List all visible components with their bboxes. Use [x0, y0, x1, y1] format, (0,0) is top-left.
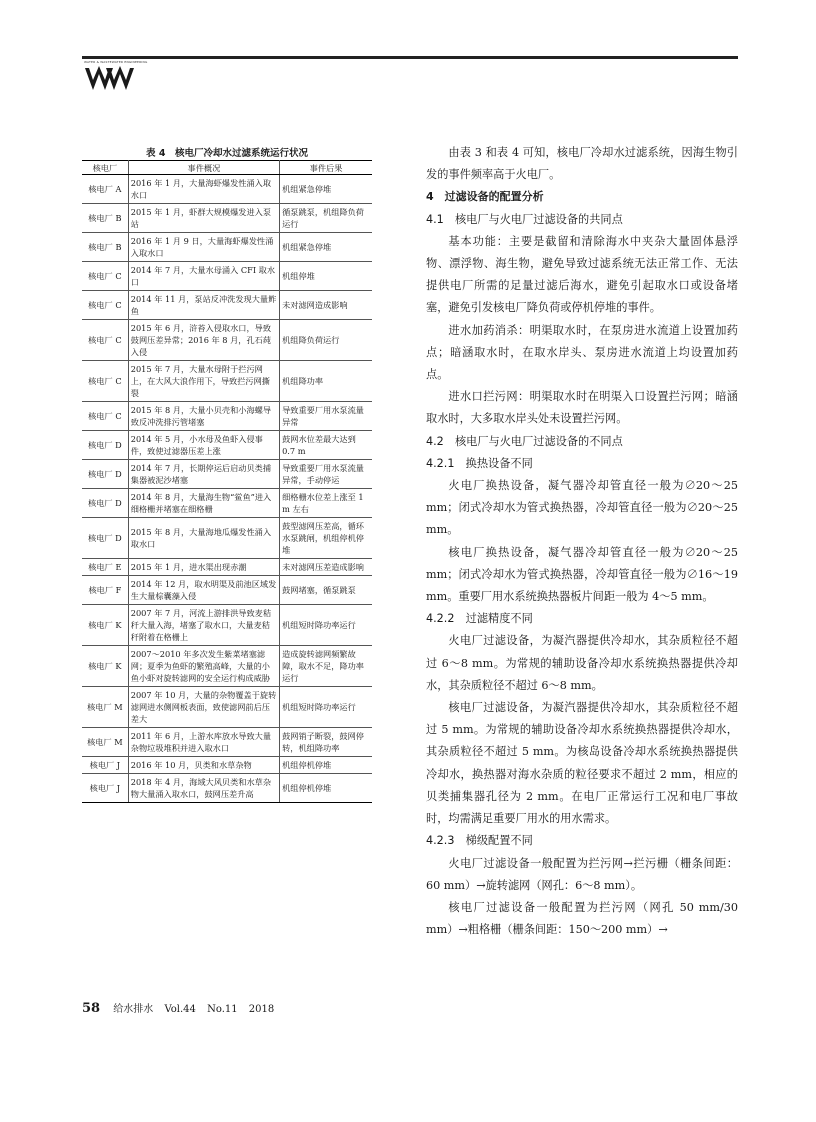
- table-cell-result: 机组降功率: [280, 361, 372, 402]
- paragraph: 进水加药消杀：明渠取水时，在泵房进水流道上设置加药点；暗涵取水时，在取水岸头、泵房进水流道上均设置加药点。: [426, 323, 738, 382]
- table-cell-event: 2007 年 7 月，河流上游排洪导致麦秸秆大量入海，堵塞了取水口，大量麦秸秆附着在格栅上: [128, 605, 279, 646]
- table-row: [82, 402, 372, 431]
- table-cell-plant: 核电厂 D: [82, 489, 128, 518]
- table-cell-plant: 核电厂 K: [82, 646, 128, 687]
- table-row: [82, 687, 372, 728]
- table-cell-event: 2014 年 8 月，大量海生物“鲎鱼”进入细格栅并堵塞在细格栅: [128, 489, 279, 518]
- events-table: [82, 160, 372, 803]
- table-row: [82, 431, 372, 460]
- table-cell-event: 2015 年 8 月，大量小贝壳和小海螺导致反冲洗排污管堵塞: [128, 402, 279, 431]
- journal-name: 给水排水: [113, 1004, 154, 1015]
- table-cell-plant: 核电厂 J: [82, 757, 128, 774]
- table-cell-result: 鼓网堵塞，循泵跳泵: [280, 576, 372, 605]
- table-row: [82, 291, 372, 320]
- table-cell-event: 2016 年 1 月 9 日，大量海虾爆发性涌入取水口: [128, 233, 279, 262]
- column-header: 事件概况: [128, 161, 279, 175]
- table-cell-event: 2016 年 1 月，大量海虾爆发性涌入取水口: [128, 175, 279, 204]
- table-row: [82, 460, 372, 489]
- table-cell-event: 2018 年 4 月，海域大风贝类和水草杂物大量涌入取水口，鼓网压差升高: [128, 774, 279, 803]
- table-cell-result: 导致重要厂用水泵流量异常，手动停运: [280, 460, 372, 489]
- header-rule: [82, 56, 738, 59]
- table-cell-plant: 核电厂 B: [82, 233, 128, 262]
- paragraph: 基本功能：主要是截留和清除海水中夹杂大量固体悬浮物、漂浮物、海生物，避免导致过滤系统无法正常工作、无法提供电厂所需的足量过滤后海水，避免引起取水口或设备堵塞，避免引发核电厂降负荷或停机停堆的事件。: [426, 234, 738, 315]
- table-cell-result: 机组紧急停堆: [280, 233, 372, 262]
- table-row: [82, 728, 372, 757]
- table-cell-result: 鼓网销子断裂，鼓网停转，机组降功率: [280, 728, 372, 757]
- table-row: [82, 559, 372, 576]
- subsubsection-heading: 4.2.3 梯级配置不同: [426, 834, 533, 848]
- paragraph: 核电厂过滤设备一般配置为拦污网（网孔 50 mm/30 mm）→粗格栅（栅条间距：150～200 mm）→: [426, 900, 738, 937]
- table-cell-result: 造成旋转滤网频繁故障，取水不足，降功率运行: [280, 646, 372, 687]
- table-row: [82, 233, 372, 262]
- table-cell-event: 2015 年 1 月，虾群大规模爆发进入泵站: [128, 204, 279, 233]
- table-cell-result: 机组紧急停堆: [280, 175, 372, 204]
- table-row: [82, 518, 372, 559]
- table-cell-event: 2015 年 6 月，浒苔入侵取水口，导致鼓网压差异常；2016 年 8 月，孔石莼入侵: [128, 320, 279, 361]
- table-row: [82, 646, 372, 687]
- table-row: [82, 320, 372, 361]
- table-cell-result: 鼓网水位差最大达到 0.7 m: [280, 431, 372, 460]
- paragraph: 火电厂换热设备，凝气器冷却管直径一般为∅20～25 mm；闭式冷却水为管式换热器，冷却管直径一般为∅20～25 mm。: [426, 479, 738, 537]
- body-text: [426, 142, 738, 941]
- table-cell-event: 2014 年 12 月，取水明渠及前池区域发生大量棕囊藻入侵: [128, 576, 279, 605]
- paragraph: 由表 3 和表 4 可知，核电厂冷却水过滤系统，因海生物引发的事件频率高于火电厂。: [426, 146, 738, 182]
- table-cell-result: 机组短时降功率运行: [280, 605, 372, 646]
- column-header: 事件后果: [280, 161, 372, 175]
- table-cell-plant: 核电厂 M: [82, 687, 128, 728]
- table-row: [82, 262, 372, 291]
- table-cell-event: 2015 年 1 月，进水渠出现赤潮: [128, 559, 279, 576]
- page-footer: [82, 1000, 282, 1016]
- table-row: [82, 361, 372, 402]
- subsection-heading: 4.2 核电厂与火电厂过滤设备的不同点: [426, 434, 623, 448]
- table-cell-result: 未对滤网压差造成影响: [280, 559, 372, 576]
- table-cell-plant: 核电厂 E: [82, 559, 128, 576]
- year: 2018: [248, 1004, 275, 1015]
- table-cell-result: 机组停机停堆: [280, 774, 372, 803]
- column-header: 核电厂: [82, 161, 128, 175]
- table-cell-event: 2015 年 8 月，大量海地瓜爆发性涌入取水口: [128, 518, 279, 559]
- table-cell-event: 2007 年 10 月，大量的杂物覆盖于旋转滤网进水侧网板表面，致使滤网前后压差大: [128, 687, 279, 728]
- table-cell-plant: 核电厂 F: [82, 576, 128, 605]
- table-cell-event: 2014 年 11 月，泵站反冲洗发现大量鲊鱼: [128, 291, 279, 320]
- table-cell-result: 机组降负荷运行: [280, 320, 372, 361]
- table-cell-result: 细格栅水位差上涨至 1 m 左右: [280, 489, 372, 518]
- page-number: 58: [82, 1001, 101, 1016]
- table-cell-result: 循泵跳泵，机组降负荷运行: [280, 204, 372, 233]
- table-cell-result: 导致重要厂用水泵流量异常: [280, 402, 372, 431]
- table-cell-plant: 核电厂 B: [82, 204, 128, 233]
- table-row: [82, 605, 372, 646]
- paragraph: 火电厂过滤设备一般配置为拦污网→拦污栅（栅条间距：60 mm）→旋转滤网（网孔：6～8 mm）。: [426, 856, 738, 892]
- table-cell-plant: 核电厂 K: [82, 605, 128, 646]
- table-cell-event: 2014 年 7 月，长期停运后启动贝类捕集器被泥沙堵塞: [128, 460, 279, 489]
- table-cell-plant: 核电厂 C: [82, 320, 128, 361]
- table-cell-event: 2007～2010 年多次发生紫菜堵塞滤网；夏季为鱼虾的繁殖高峰，大量的小鱼小虾对旋转滤网的安全运行构成威胁: [128, 646, 279, 687]
- subsubsection-heading: 4.2.1 换热设备不同: [426, 456, 533, 470]
- table-cell-plant: 核电厂 M: [82, 728, 128, 757]
- table-row: [82, 175, 372, 204]
- table-cell-result: 机组短时降功率运行: [280, 687, 372, 728]
- table-row: [82, 757, 372, 774]
- section-heading: 4 过滤设备的配置分析: [426, 190, 544, 204]
- issue: No.11: [207, 1004, 238, 1015]
- table-cell-event: 2015 年 7 月，大量水母附于拦污网上，在大风大浪作用下，导致拦污网撕裂: [128, 361, 279, 402]
- table-cell-plant: 核电厂 J: [82, 774, 128, 803]
- table-cell-result: 机组停堆: [280, 262, 372, 291]
- table-cell-result: 未对滤网造成影响: [280, 291, 372, 320]
- subsubsection-heading: 4.2.2 过滤精度不同: [426, 612, 533, 626]
- table-cell-event: 2014 年 5 月，小水母及鱼虾入侵事件，致使过滤器压差上涨: [128, 431, 279, 460]
- table-row: [82, 489, 372, 518]
- subsection-heading: 4.1 核电厂与火电厂过滤设备的共同点: [426, 212, 623, 226]
- logo-text: WATER & WASTEWATER ENGINEERING: [84, 60, 148, 64]
- table-cell-plant: 核电厂 D: [82, 431, 128, 460]
- volume: Vol.44: [164, 1004, 196, 1015]
- table-row: [82, 774, 372, 803]
- paragraph: 火电厂过滤设备，为凝汽器提供冷却水，其杂质粒径不超过 6～8 mm。为常规的辅助设备冷却水系统换热器提供冷却水，其杂质粒径不超过 6～8 mm。: [426, 634, 738, 692]
- paragraph: 核电厂过滤设备，为凝汽器提供冷却水，其杂质粒径不超过 5 mm。为常规的辅助设备冷却水系统换热器提供冷却水，其杂质粒径不超过 5 mm。为核岛设备冷却水系统换热器提供冷却水，换热器对海水杂质的粒径要求不超过 2 mm，相应的贝类捕集器孔径为 2 mm。在电厂正常运行工况和电厂事故时，均需满足重要厂用水的用水需求。: [426, 701, 738, 826]
- table-row: [82, 576, 372, 605]
- table-cell-event: 2014 年 7 月，大量水母涌入 CFI 取水口: [128, 262, 279, 291]
- journal-logo-icon: [84, 60, 136, 92]
- table-cell-plant: 核电厂 D: [82, 460, 128, 489]
- table-cell-result: 机组停机停堆: [280, 757, 372, 774]
- paragraph: 进水口拦污网：明渠取水时在明渠入口设置拦污网；暗涵取水时，大多取水岸头处未设置拦污网。: [426, 390, 738, 426]
- table-cell-event: 2011 年 6 月，上游水库放水导致大量杂物垃圾堆积并进入取水口: [128, 728, 279, 757]
- table-cell-plant: 核电厂 C: [82, 402, 128, 431]
- table-cell-plant: 核电厂 C: [82, 291, 128, 320]
- table-cell-plant: 核电厂 A: [82, 175, 128, 204]
- table-caption: 表 4 核电厂冷却水过滤系统运行状况: [146, 148, 308, 159]
- paragraph: 核电厂换热设备，凝气器冷却管直径一般为∅20～25 mm；闭式冷却水为管式换热器，冷却管直径一般为∅16～19 mm。重要厂用水系统换热器板片间距一般为 4～5 mm。: [426, 545, 738, 604]
- table-cell-plant: 核电厂 D: [82, 518, 128, 559]
- table-cell-plant: 核电厂 C: [82, 361, 128, 402]
- table-cell-result: 鼓型滤网压差高，循环水泵跳闸，机组停机停堆: [280, 518, 372, 559]
- table-cell-event: 2016 年 10 月，贝类和水草杂物: [128, 757, 279, 774]
- table-row: [82, 204, 372, 233]
- table-cell-plant: 核电厂 C: [82, 262, 128, 291]
